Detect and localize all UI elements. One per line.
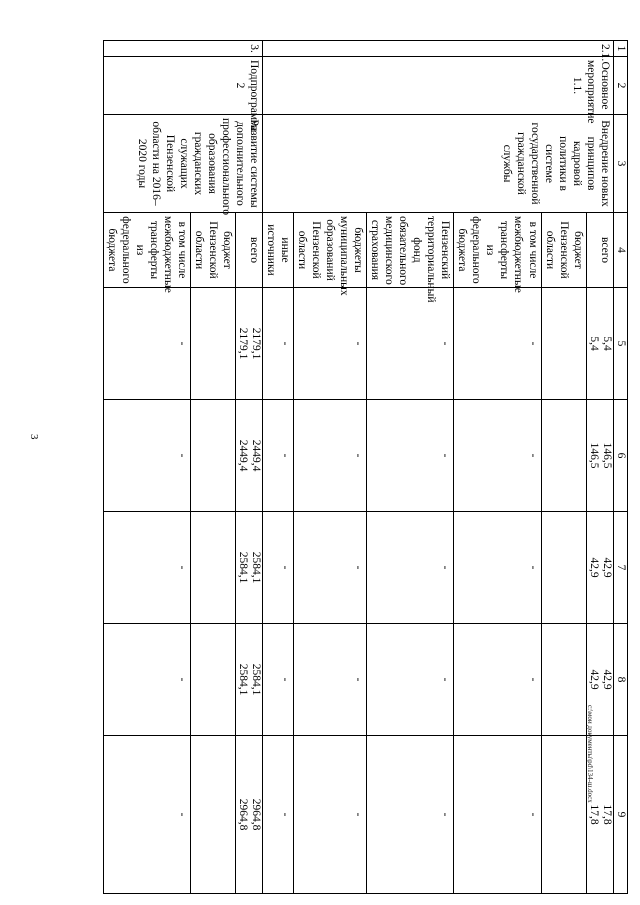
value-cell: - — [263, 624, 294, 736]
value-cell: - — [263, 512, 294, 624]
item-description: Внедрение новых принципов кадровой политики в системе государственной гражданской службы — [263, 115, 614, 213]
value-cell — [235, 736, 262, 894]
value-cell: - — [367, 288, 454, 400]
row-number: 3. — [103, 41, 263, 57]
total-value: 5,4 — [601, 336, 613, 351]
budget-value: 17,8 — [587, 804, 600, 825]
budget-value: 2449,4 — [237, 439, 249, 472]
value-cell: - — [367, 624, 454, 736]
value-cell: - — [103, 512, 190, 624]
item-name: Основное мероприятие 1.1. — [263, 57, 614, 115]
total-value: 17,8 — [601, 804, 613, 825]
value-cell: - — [367, 512, 454, 624]
value-cell: - — [454, 512, 541, 624]
header-cell: 2 — [614, 57, 628, 115]
source-label: Пензенский территориальный фонд обязательного медицинского страхования — [367, 213, 454, 288]
total-value: 42,9 — [601, 669, 613, 690]
value-cell — [586, 512, 613, 624]
value-cell: - — [103, 736, 190, 894]
rotated-table-container — [65, 40, 628, 893]
budget-value: 146,5 — [587, 442, 600, 469]
header-cell: 7 — [614, 512, 628, 624]
source-label: бюджеты муниципальных образований Пензенской области — [294, 213, 367, 288]
budget-value: 2584,1 — [237, 551, 249, 584]
value-cell — [586, 400, 613, 512]
value-cell: - — [103, 400, 190, 512]
value-cell: - — [367, 736, 454, 894]
source-label: в том числе межбюджетные трансферты из федерального бюджета — [454, 213, 541, 288]
value-cell — [586, 288, 613, 400]
header-cell: 4 — [614, 213, 628, 288]
value-cell: - — [454, 624, 541, 736]
header-cell: 3 — [614, 115, 628, 213]
value-cell: - — [263, 400, 294, 512]
total-value: 2584,1 — [250, 551, 263, 584]
value-cell — [235, 400, 262, 512]
header-cell: 6 — [614, 400, 628, 512]
total-value: 2584,1 — [250, 663, 263, 696]
value-cell: - — [454, 736, 541, 894]
header-cell: 1 — [614, 41, 628, 57]
value-cell — [235, 288, 262, 400]
value-cell: - — [294, 288, 367, 400]
header-cell: 9 — [614, 736, 628, 894]
budget-value: 5,4 — [587, 336, 600, 351]
value-cell: - — [454, 400, 541, 512]
value-cell: - — [294, 512, 367, 624]
value-cell: - — [294, 736, 367, 894]
header-row — [614, 41, 628, 894]
source-label: всего — [235, 213, 262, 288]
total-value: 2179,1 — [250, 327, 263, 360]
source-label: в том числе межбюджетные трансферты из федерального бюджета — [103, 213, 190, 288]
value-cell — [235, 512, 262, 624]
table-row — [235, 41, 262, 894]
total-value: 42,9 — [601, 557, 613, 578]
total-value: 146,5 — [601, 442, 613, 469]
value-cell: - — [294, 624, 367, 736]
value-cell: - — [103, 624, 190, 736]
budget-value: 2179,1 — [237, 327, 249, 360]
budget-table — [103, 40, 628, 894]
budget-value: 2584,1 — [237, 663, 249, 696]
budget-value: 2964,8 — [237, 798, 249, 831]
item-name: Подпрограмма 2 — [103, 57, 263, 115]
budget-value: 42,9 — [587, 557, 600, 578]
item-description: Развитие системы дополнительного профессионального образования гражданских служащих Пензенской области на 2016–2020 годы — [103, 115, 263, 213]
value-cell: - — [103, 288, 190, 400]
source-label: всего — [586, 213, 613, 288]
source-label: бюджет Пензенской области — [541, 213, 586, 288]
value-cell: - — [454, 288, 541, 400]
value-cell — [235, 624, 262, 736]
page-number: 3 — [28, 434, 40, 440]
value-cell: - — [263, 736, 294, 894]
header-cell: 5 — [614, 288, 628, 400]
value-cell: - — [294, 400, 367, 512]
value-cell: - — [263, 288, 294, 400]
source-label: иные источники — [263, 213, 294, 288]
row-number: 2.1. — [263, 41, 614, 57]
footer-file-path: c:\мои документы\pd\134-ш.docx — [586, 705, 594, 803]
budget-value: 42,9 — [587, 669, 600, 690]
value-cell: - — [367, 400, 454, 512]
total-value: 2449,4 — [250, 439, 263, 472]
source-label: бюджет Пензенской области — [190, 213, 235, 288]
total-value: 2964,8 — [250, 798, 263, 831]
header-cell: 8 — [614, 624, 628, 736]
